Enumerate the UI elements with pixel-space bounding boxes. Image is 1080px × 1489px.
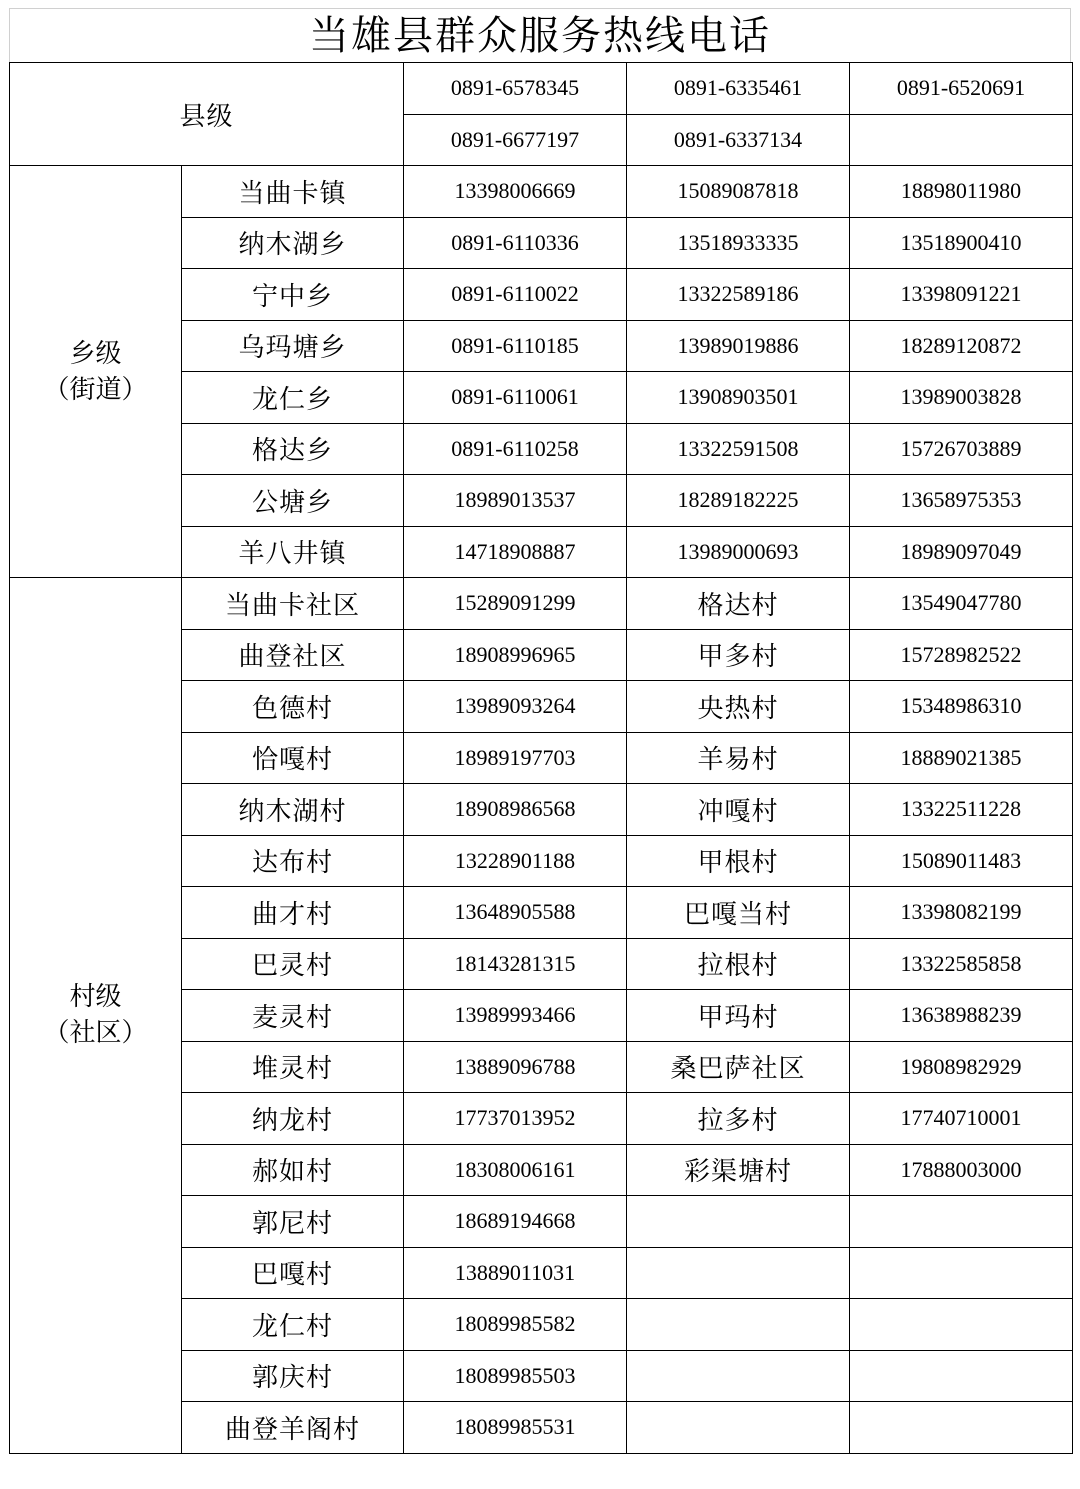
village-phone: 18308006161 — [404, 1144, 627, 1196]
village-name: 巴嘎当村 — [627, 887, 850, 939]
county-phone: 0891-6578345 — [404, 63, 627, 115]
township-phone: 13989003828 — [850, 372, 1073, 424]
village-name — [627, 1402, 850, 1454]
village-phone: 18908996965 — [404, 629, 627, 681]
village-phone: 13889011031 — [404, 1247, 627, 1299]
village-phone: 13228901188 — [404, 835, 627, 887]
village-name: 郭尼村 — [182, 1196, 404, 1248]
village-phone: 17888003000 — [850, 1144, 1073, 1196]
village-phone — [850, 1402, 1073, 1454]
village-phone: 18889021385 — [850, 732, 1073, 784]
village-phone: 18989197703 — [404, 732, 627, 784]
village-name: 纳木湖村 — [182, 784, 404, 836]
village-phone: 13638988239 — [850, 990, 1073, 1042]
village-phone — [850, 1196, 1073, 1248]
township-name: 格达乡 — [182, 423, 404, 475]
village-phone: 18143281315 — [404, 938, 627, 990]
village-phone: 18689194668 — [404, 1196, 627, 1248]
township-phone: 13322591508 — [627, 423, 850, 475]
village-name: 麦灵村 — [182, 990, 404, 1042]
county-phone — [850, 114, 1073, 166]
village-level-label-line1: 村级 — [69, 982, 122, 1013]
village-name: 拉多村 — [627, 1093, 850, 1145]
village-phone: 17737013952 — [404, 1093, 627, 1145]
township-name: 公塘乡 — [182, 475, 404, 527]
village-name: 曲才村 — [182, 887, 404, 939]
township-name: 羊八井镇 — [182, 526, 404, 578]
village-name: 甲玛村 — [627, 990, 850, 1042]
village-name: 桑巴萨社区 — [627, 1041, 850, 1093]
village-phone: 13322511228 — [850, 784, 1073, 836]
village-name: 达布村 — [182, 835, 404, 887]
township-level-label-line1: 乡级 — [69, 338, 122, 369]
township-phone: 13658975353 — [850, 475, 1073, 527]
village-phone: 18089985531 — [404, 1402, 627, 1454]
village-name: 甲根村 — [627, 835, 850, 887]
township-phone: 18898011980 — [850, 166, 1073, 218]
township-phone: 13989019886 — [627, 320, 850, 372]
village-phone: 17740710001 — [850, 1093, 1073, 1145]
village-phone — [850, 1247, 1073, 1299]
village-phone: 13549047780 — [850, 578, 1073, 630]
village-name: 纳龙村 — [182, 1093, 404, 1145]
township-name: 纳木湖乡 — [182, 217, 404, 269]
village-name — [627, 1196, 850, 1248]
village-name: 恰嘎村 — [182, 732, 404, 784]
county-phone: 0891-6520691 — [850, 63, 1073, 115]
table-row — [10, 63, 1073, 115]
village-level-label-line2: （社区） — [43, 1018, 148, 1049]
township-phone: 13518933335 — [627, 217, 850, 269]
village-phone: 18089985503 — [404, 1350, 627, 1402]
village-name: 羊易村 — [627, 732, 850, 784]
village-name: 堆灵村 — [182, 1041, 404, 1093]
village-name — [627, 1350, 850, 1402]
village-name — [627, 1299, 850, 1351]
village-phone: 15348986310 — [850, 681, 1073, 733]
township-level-label — [10, 166, 182, 578]
village-name: 巴嘎村 — [182, 1247, 404, 1299]
village-name: 格达村 — [627, 578, 850, 630]
village-phone — [850, 1350, 1073, 1402]
village-name: 郭庆村 — [182, 1350, 404, 1402]
village-name — [627, 1247, 850, 1299]
village-phone: 15289091299 — [404, 578, 627, 630]
township-phone: 0891-6110336 — [404, 217, 627, 269]
township-phone: 18989097049 — [850, 526, 1073, 578]
township-phone: 14718908887 — [404, 526, 627, 578]
village-phone: 15089011483 — [850, 835, 1073, 887]
village-name: 郝如村 — [182, 1144, 404, 1196]
county-phone: 0891-6677197 — [404, 114, 627, 166]
township-phone: 18989013537 — [404, 475, 627, 527]
village-phone: 19808982929 — [850, 1041, 1073, 1093]
township-name: 乌玛塘乡 — [182, 320, 404, 372]
township-phone: 13398006669 — [404, 166, 627, 218]
township-phone: 13518900410 — [850, 217, 1073, 269]
village-phone: 18089985582 — [404, 1299, 627, 1351]
village-name: 当曲卡社区 — [182, 578, 404, 630]
village-phone — [850, 1299, 1073, 1351]
township-level-label-line2: （街道） — [43, 374, 148, 405]
township-phone: 13908903501 — [627, 372, 850, 424]
village-name: 色德村 — [182, 681, 404, 733]
township-phone: 0891-6110061 — [404, 372, 627, 424]
village-name: 曲登社区 — [182, 629, 404, 681]
village-phone: 13398082199 — [850, 887, 1073, 939]
township-phone: 13989000693 — [627, 526, 850, 578]
county-phone: 0891-6335461 — [627, 63, 850, 115]
title-box — [9, 8, 1071, 62]
village-name: 拉根村 — [627, 938, 850, 990]
village-level-label — [10, 578, 182, 1454]
village-name: 甲多村 — [627, 629, 850, 681]
village-phone: 18908986568 — [404, 784, 627, 836]
county-level-label: 县级 — [10, 63, 404, 166]
township-name: 龙仁乡 — [182, 372, 404, 424]
village-phone: 13989993466 — [404, 990, 627, 1042]
village-name: 巴灵村 — [182, 938, 404, 990]
county-phone: 0891-6337134 — [627, 114, 850, 166]
village-phone: 13648905588 — [404, 887, 627, 939]
village-name: 龙仁村 — [182, 1299, 404, 1351]
table-row — [10, 166, 1073, 218]
township-phone: 0891-6110185 — [404, 320, 627, 372]
township-phone: 13398091221 — [850, 269, 1073, 321]
village-phone: 13322585858 — [850, 938, 1073, 990]
village-name: 冲嘎村 — [627, 784, 850, 836]
hotline-table — [9, 62, 1073, 1454]
township-phone: 0891-6110258 — [404, 423, 627, 475]
village-name: 彩渠塘村 — [627, 1144, 850, 1196]
village-phone: 13989093264 — [404, 681, 627, 733]
village-phone: 15728982522 — [850, 629, 1073, 681]
page-title: 当雄县群众服务热线电话 — [309, 12, 771, 59]
hotline-table-body — [10, 63, 1073, 1454]
township-name: 当曲卡镇 — [182, 166, 404, 218]
village-phone: 13889096788 — [404, 1041, 627, 1093]
table-row — [10, 578, 1073, 630]
village-name: 央热村 — [627, 681, 850, 733]
township-name: 宁中乡 — [182, 269, 404, 321]
township-phone: 13322589186 — [627, 269, 850, 321]
township-phone: 15726703889 — [850, 423, 1073, 475]
township-phone: 18289182225 — [627, 475, 850, 527]
township-phone: 18289120872 — [850, 320, 1073, 372]
township-phone: 15089087818 — [627, 166, 850, 218]
township-phone: 0891-6110022 — [404, 269, 627, 321]
village-name: 曲登羊阁村 — [182, 1402, 404, 1454]
